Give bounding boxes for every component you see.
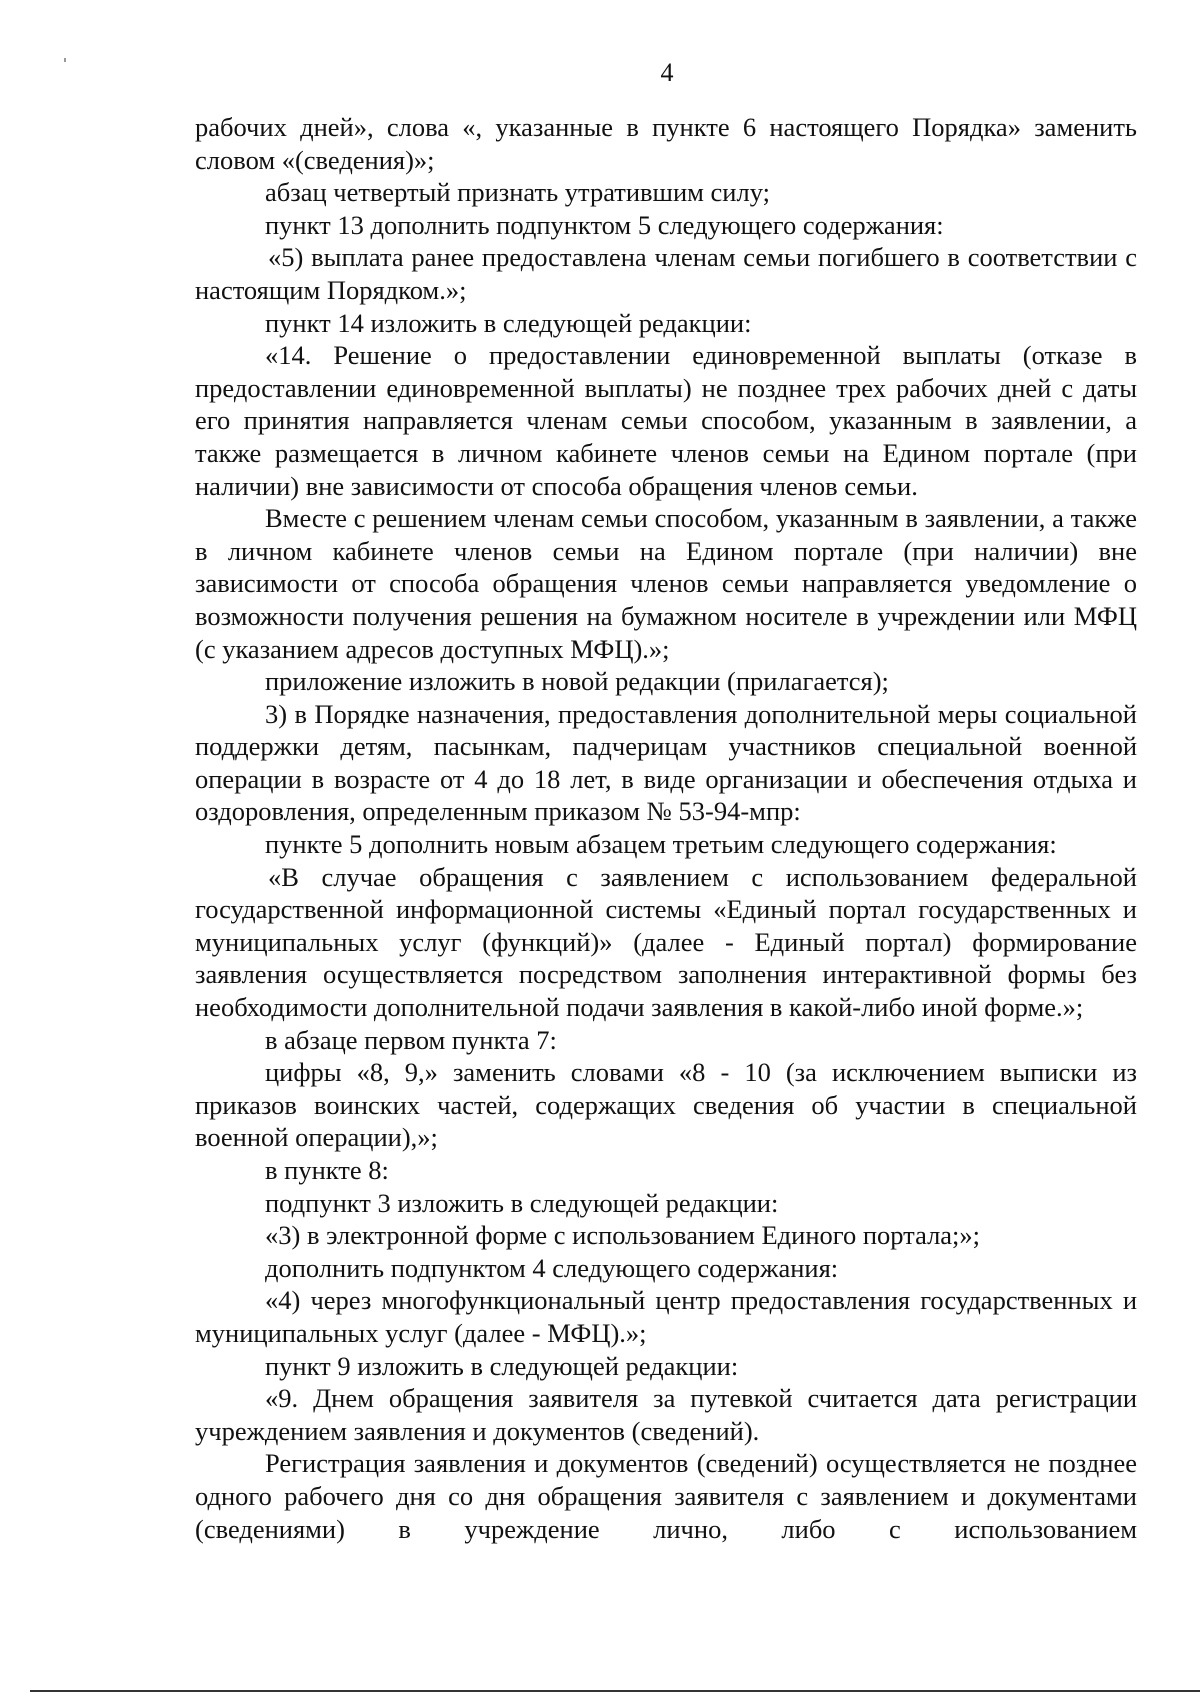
paragraph: подпункт 3 изложить в следующей редакции: <box>265 1187 779 1218</box>
paragraph: рабочих дней», слова «, указанные в пункте 6 настоящего Порядка» заменить словом «(сведения)»; <box>195 112 1137 175</box>
paragraph: Регистрация заявления и документов (сведений) осуществляется не позднее одного рабочего дня со дня обращения заявителя с заявлением и документами (сведениями) в учреждение лично, либо с использованием <box>195 1448 1137 1544</box>
page-number: 4 <box>660 58 674 87</box>
paragraph: «3) в электронной форме с использованием Единого портала;»; <box>265 1220 981 1251</box>
paragraph: Вместе с решением членам семьи способом, указанным в заявлении, а также в личном кабинете членов семьи на Едином портале (при наличии) вне зависимости от способа обращения членов семьи направляется уведомление о возможности получения решения на бумажном носителе в учреждении или МФЦ (с указанием адресов доступных МФЦ).»; <box>195 503 1137 664</box>
paragraph: в пункте 8: <box>265 1155 389 1185</box>
paragraph: пункт 9 изложить в следующей редакции: <box>265 1350 739 1381</box>
document-body <box>195 111 1137 1545</box>
paragraph: пункте 5 дополнить новым абзацем третьим следующего содержания: <box>265 829 1057 860</box>
scan-edge-line <box>30 1690 1200 1692</box>
paragraph: «В случае обращения с заявлением с использованием федеральной государственной информационной системы «Единый портал государственных и муниципальных услуг (функций)» (далее - Единый портал) формирование заявления осуществляется посредством заполнения интерактивной формы без необходимости дополнительной подачи заявления в какой-либо иной форме.»; <box>195 861 1137 1023</box>
paragraph: дополнить подпунктом 4 следующего содержания: <box>265 1252 839 1283</box>
paragraph: «4) через многофункциональный центр предоставления государственных и муниципальных услуг (далее - МФЦ).»; <box>195 1285 1137 1348</box>
paragraph: 3) в Порядке назначения, предоставления дополнительной меры социальной поддержки детям, пасынкам, падчерицам участников специальной военной операции в возрасте от 4 до 18 лет, в виде организации и обеспечения отдыха и оздоровления, определенным приказом № 53-94-мпр: <box>195 698 1137 827</box>
paragraph: пункт 13 дополнить подпунктом 5 следующего содержания: <box>265 209 944 240</box>
paragraph: цифры «8, 9,» заменить словами «8 - 10 (за исключением выписки из приказов воинских частей, содержащих сведения об участии в специальной военной операции),»; <box>195 1057 1137 1153</box>
paragraph: «14. Решение о предоставлении единовременной выплаты (отказе в предоставлении единовременной выплаты) не позднее трех рабочих дней с даты его принятия направляется членам семьи способом, указанным в заявлении, а также размещается в личном кабинете членов семьи на Едином портале (при наличии) вне зависимости от способа обращения членов семьи. <box>195 340 1137 501</box>
paragraph: пункт 14 изложить в следующей редакции: <box>265 307 752 338</box>
paragraph: абзац четвертый признать утратившим силу; <box>265 177 770 208</box>
paragraph: «9. Днем обращения заявителя за путевкой считается дата регистрации учреждением заявления и документов (сведений). <box>195 1383 1137 1446</box>
paragraph: в абзаце первом пункта 7: <box>265 1024 557 1055</box>
paragraph: приложение изложить в новой редакции (прилагается); <box>265 666 889 697</box>
paragraph: «5) выплата ранее предоставлена членам семьи погибшего в соответствии с настоящим Порядком.»; <box>195 242 1137 305</box>
